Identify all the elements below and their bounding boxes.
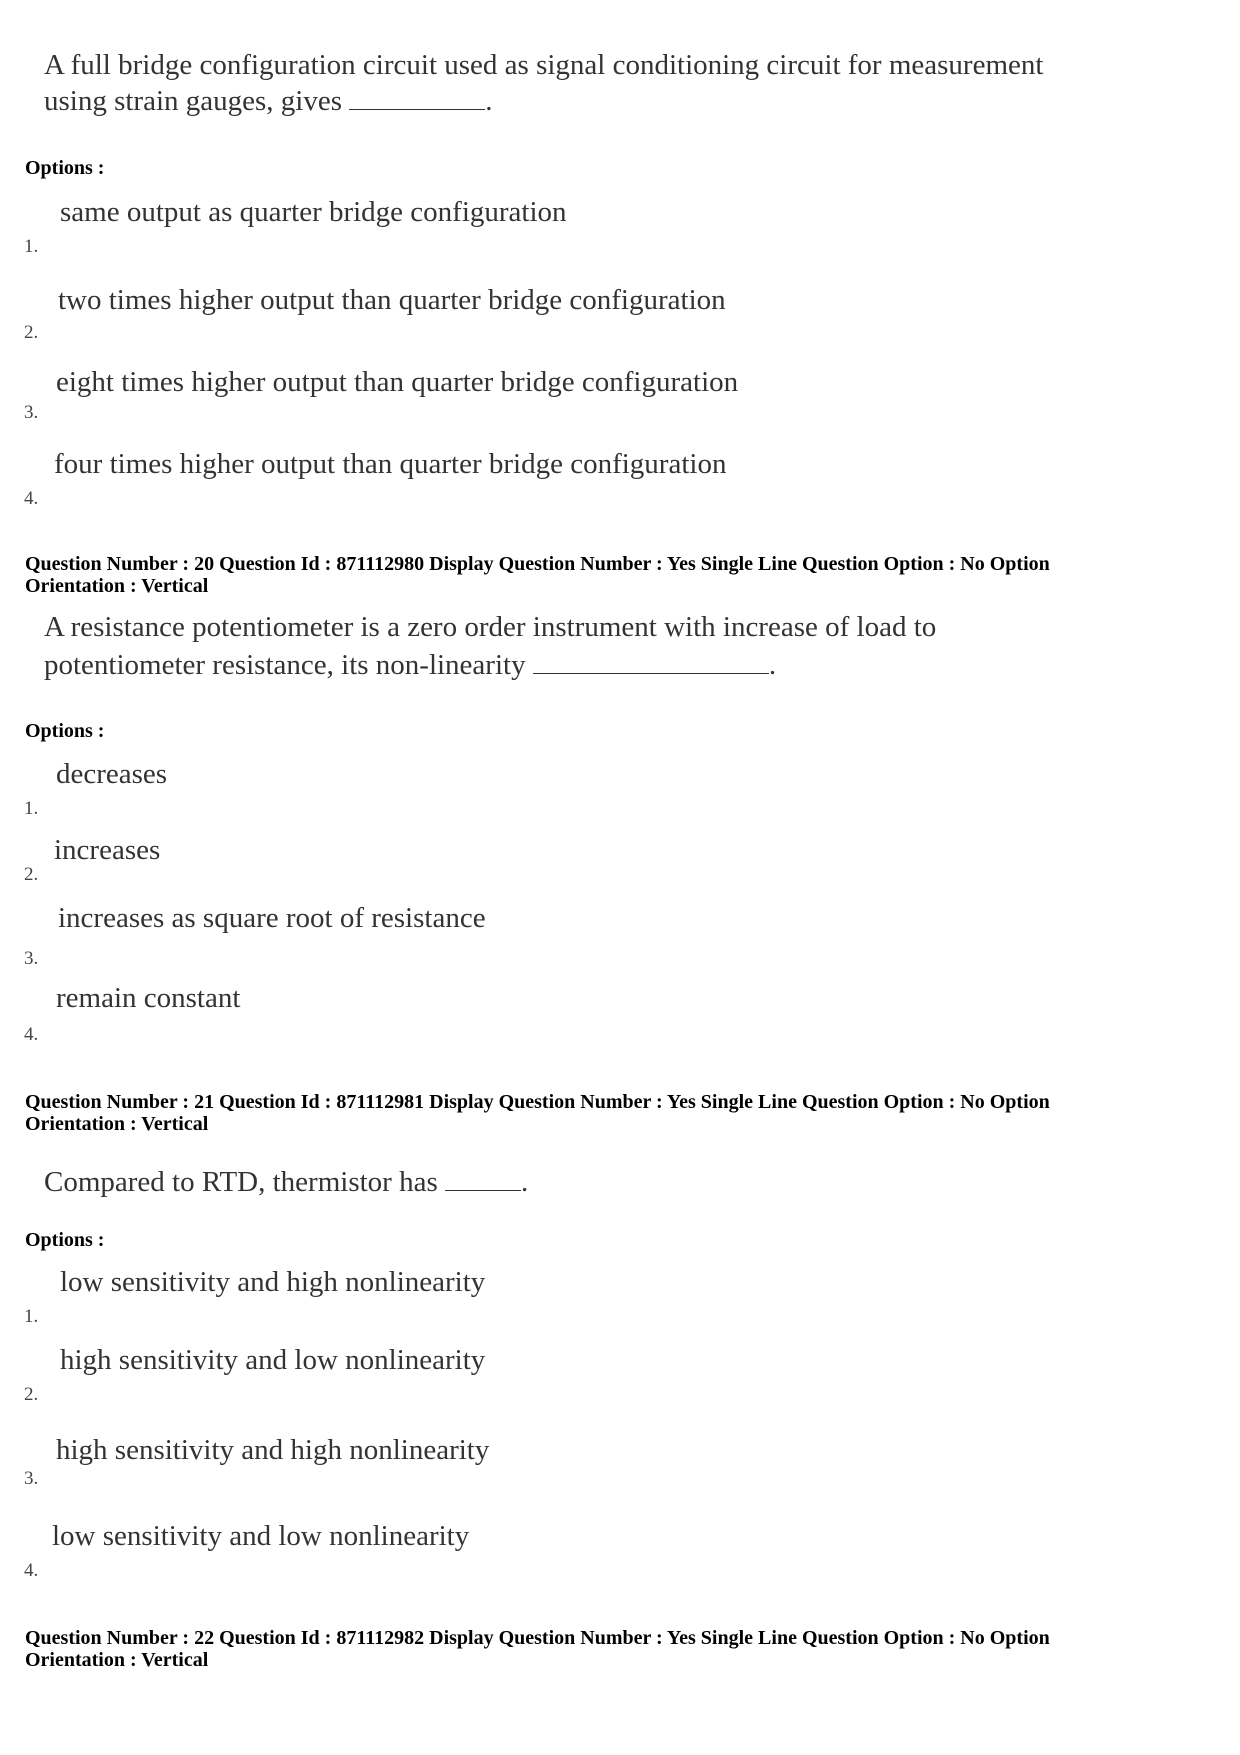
options-label: Options : xyxy=(25,157,105,179)
option-number: 2. xyxy=(24,1384,39,1405)
option-text[interactable]: high sensitivity and low nonlinearity xyxy=(60,1344,486,1376)
question-21-text xyxy=(44,1163,528,1201)
option-text[interactable]: low sensitivity and low nonlinearity xyxy=(52,1520,470,1552)
option-text[interactable]: remain constant xyxy=(56,982,241,1014)
question-19-text-part: using strain gauges, gives xyxy=(44,85,343,117)
question-meta-line2: Orientation : Vertical xyxy=(25,575,209,597)
option-number: 2. xyxy=(24,864,39,885)
question-20-text-part: potentiometer resistance, its non-linearity xyxy=(44,649,526,681)
option-text[interactable]: low sensitivity and high nonlinearity xyxy=(60,1266,486,1298)
option-text[interactable]: eight times higher output than quarter bridge configuration xyxy=(56,366,739,398)
option-number: 2. xyxy=(24,322,39,343)
option-number: 1. xyxy=(24,1306,39,1327)
question-19-text-line1: A full bridge configuration circuit used as signal conditioning circuit for measurement xyxy=(44,49,1044,81)
question-meta-line1: Question Number : 22 Question Id : 871112982 Display Question Number : Yes Single Line Question Option : No Option xyxy=(25,1627,1050,1649)
answer-blank xyxy=(533,649,769,674)
question-meta xyxy=(25,553,1225,597)
option-number: 3. xyxy=(24,948,39,969)
question-meta xyxy=(25,1627,1225,1671)
question-21-text-part: Compared to RTD, thermistor has xyxy=(44,1166,438,1198)
option-text[interactable]: four times higher output than quarter bridge configuration xyxy=(54,448,727,480)
question-19-text-line2 xyxy=(44,82,493,120)
options-label: Options : xyxy=(25,720,105,742)
answer-blank xyxy=(445,1166,521,1191)
option-number: 1. xyxy=(24,798,39,819)
option-number: 4. xyxy=(24,1560,39,1581)
sentence-end: . xyxy=(520,1166,529,1198)
option-text[interactable]: same output as quarter bridge configuration xyxy=(60,196,567,228)
sentence-end: . xyxy=(485,85,493,117)
question-meta-line2: Orientation : Vertical xyxy=(25,1649,209,1671)
option-text[interactable]: decreases xyxy=(56,758,168,790)
option-number: 3. xyxy=(24,1468,39,1489)
option-text[interactable]: high sensitivity and high nonlinearity xyxy=(56,1434,490,1466)
question-20-text-line2 xyxy=(44,646,776,684)
answer-blank xyxy=(349,85,485,110)
option-text[interactable]: two times higher output than quarter bridge configuration xyxy=(58,284,726,316)
option-number: 1. xyxy=(24,236,39,257)
question-20-text-line1: A resistance potentiometer is a zero order instrument with increase of load to xyxy=(44,611,937,643)
option-text[interactable]: increases as square root of resistance xyxy=(58,902,486,934)
question-meta-line1: Question Number : 20 Question Id : 871112980 Display Question Number : Yes Single Line Question Option : No Option xyxy=(25,553,1050,575)
option-number: 4. xyxy=(24,1024,39,1045)
question-meta-line2: Orientation : Vertical xyxy=(25,1113,209,1135)
question-meta-line1: Question Number : 21 Question Id : 871112981 Display Question Number : Yes Single Line Question Option : No Option xyxy=(25,1091,1050,1113)
question-meta xyxy=(25,1091,1225,1135)
option-text[interactable]: increases xyxy=(54,834,161,866)
option-number: 4. xyxy=(24,488,39,509)
sentence-end: . xyxy=(768,649,777,681)
options-label: Options : xyxy=(25,1229,105,1251)
option-number: 3. xyxy=(24,402,39,423)
